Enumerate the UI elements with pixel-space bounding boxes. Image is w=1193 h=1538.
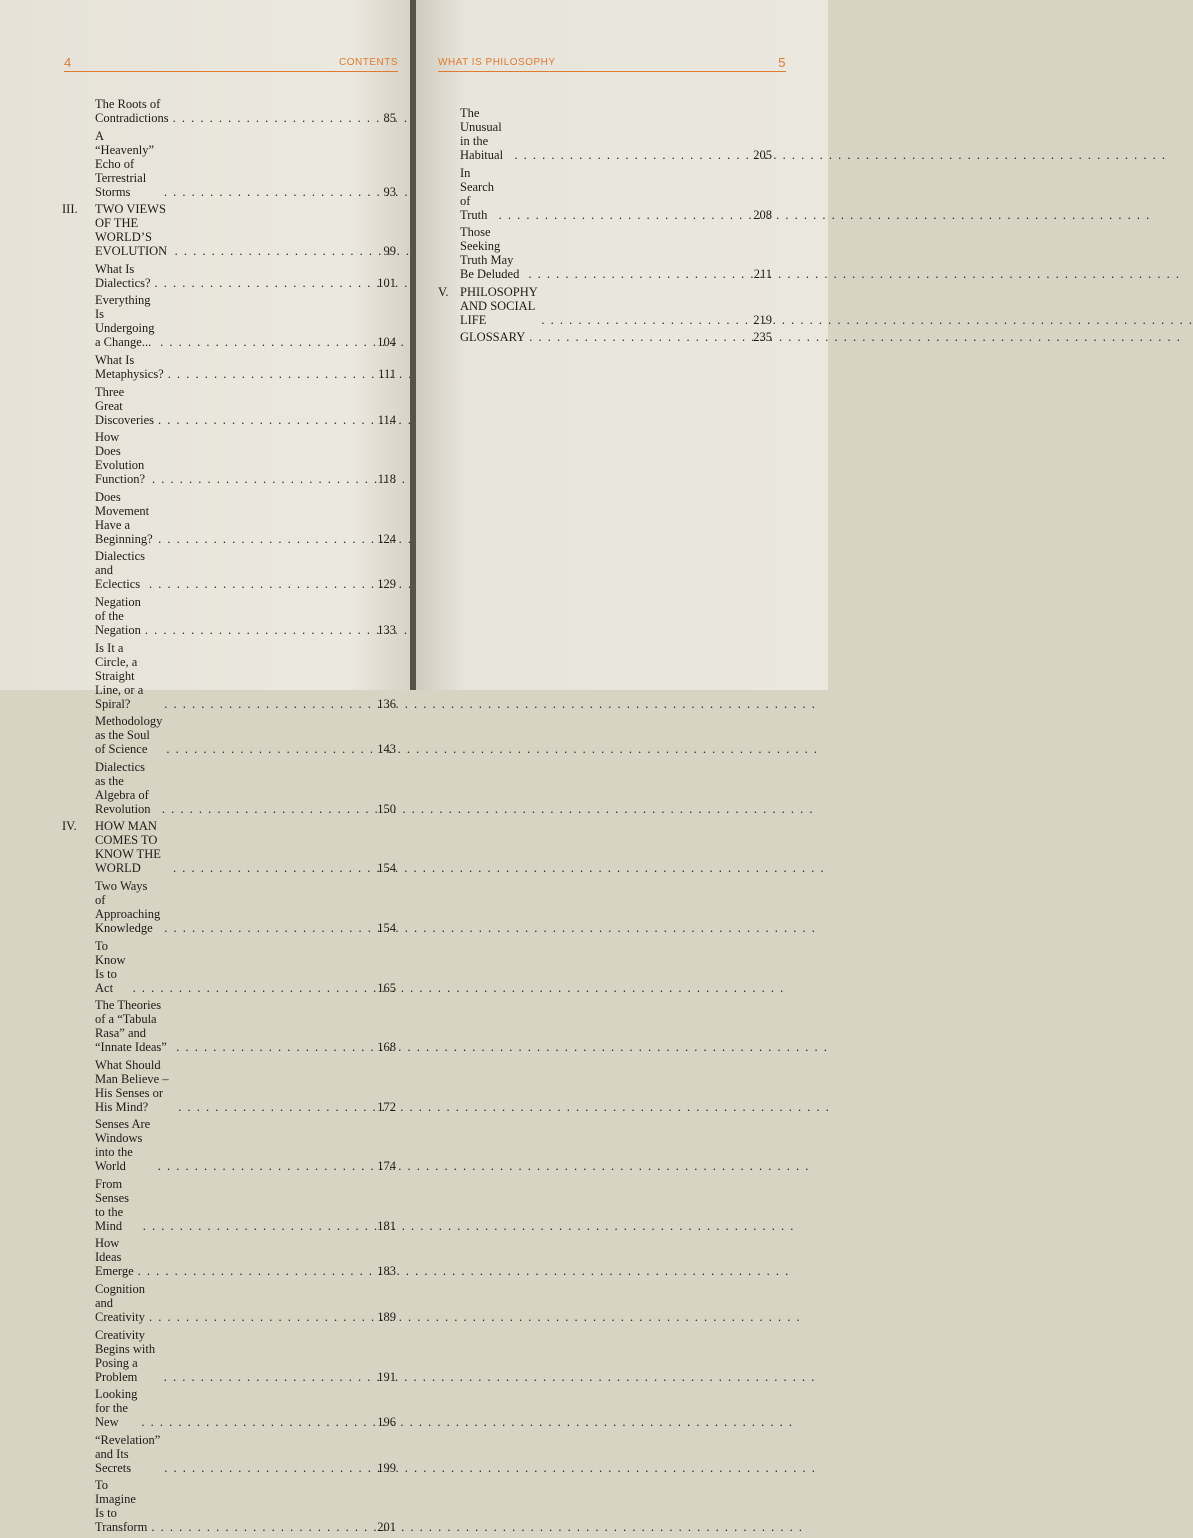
- toc-entry-row: [438, 166, 772, 222]
- toc-entry: [62, 760, 396, 816]
- toc-entry-title: How Ideas Emerge: [95, 1236, 134, 1279]
- toc-entry: [62, 1282, 396, 1324]
- toc-entry-page: 101: [377, 275, 396, 290]
- dot-leader: [174, 1100, 370, 1114]
- dot-leader: [156, 335, 370, 349]
- toc-entry-page: 168: [377, 1040, 396, 1055]
- toc-entry-page: 235: [753, 330, 772, 345]
- toc-entry-page: 219: [753, 312, 772, 327]
- toc-entry-page: 208: [753, 207, 772, 222]
- toc-entry: [62, 293, 396, 349]
- toc-entry-page: 124: [377, 531, 396, 546]
- toc-entry: [62, 1433, 396, 1475]
- toc-entry-title: Looking for the New: [95, 1387, 138, 1430]
- dot-leader: [160, 921, 370, 935]
- toc-entry-row: [438, 106, 772, 162]
- toc-entry-row: [62, 819, 396, 875]
- toc-entry: [62, 385, 396, 427]
- toc-entry-title: Those Seeking Truth May Be Deluded: [460, 225, 520, 282]
- toc-chapter-entry: [438, 330, 772, 344]
- left-page: [0, 0, 412, 1535]
- toc-entry: [438, 166, 772, 222]
- left-page-number: 4: [64, 55, 72, 70]
- toc-entry-row: [62, 1177, 396, 1233]
- toc-entry-page: 143: [377, 742, 396, 757]
- dot-leader: [510, 148, 746, 162]
- toc-entry-row: [62, 293, 396, 349]
- toc-chapter-entry: [62, 819, 396, 875]
- toc-entry: [62, 1478, 396, 1534]
- toc-entry-row: [62, 879, 396, 935]
- toc-entry-row: [438, 285, 772, 327]
- toc-entry-row: [438, 225, 772, 281]
- dot-leader: [169, 111, 370, 125]
- toc-entry-row: [62, 1478, 396, 1534]
- toc-entry: [62, 939, 396, 995]
- dot-leader: [160, 1370, 370, 1384]
- chapter-number: IV.: [62, 819, 77, 834]
- toc-entry: [62, 1117, 396, 1173]
- toc-entry-title: Cognition and Creativity: [95, 1282, 146, 1325]
- toc-entry: [62, 879, 396, 935]
- toc-entry-page: 93: [383, 184, 396, 199]
- toc-entry-title: Negation of the Negation: [95, 594, 141, 637]
- toc-entry-title: The Roots of Contradictions: [95, 97, 169, 125]
- dot-leader: [525, 330, 746, 344]
- dot-leader: [154, 532, 370, 546]
- dot-leader: [160, 1461, 370, 1475]
- dot-leader: [169, 861, 370, 875]
- right-page: [416, 0, 828, 690]
- toc-entry-page: 183: [377, 1264, 396, 1279]
- toc-entry-row: [62, 129, 396, 199]
- dot-leader: [145, 1310, 370, 1324]
- toc-entry: [62, 595, 396, 637]
- toc-entry-page: 99: [383, 244, 396, 259]
- dot-leader: [162, 742, 370, 756]
- dot-leader: [160, 697, 370, 711]
- toc-entry-title: What Is Metaphysics?: [95, 352, 164, 381]
- right-running-head: [438, 53, 786, 72]
- toc-entry: [62, 1236, 396, 1278]
- dot-leader: [141, 623, 370, 637]
- toc-entry-title: What Should Man Believe – His Senses or His Mind?: [95, 1057, 169, 1114]
- toc-entry-page: 104: [377, 335, 396, 350]
- toc-entry-title: GLOSSARY: [460, 330, 526, 345]
- right-toc-list: [438, 106, 772, 348]
- left-toc-list: [62, 97, 396, 1538]
- toc-entry: [62, 641, 396, 711]
- dot-leader: [524, 267, 746, 281]
- toc-entry-row: [62, 641, 396, 711]
- toc-entry-title: A “Heavenly” Echo of Terrestrial Storms: [95, 128, 154, 199]
- toc-entry-title: Dialectics as the Algebra of Revolution: [95, 759, 151, 816]
- toc-entry-page: 111: [378, 366, 396, 381]
- toc-entry: [62, 998, 396, 1054]
- toc-entry-row: [62, 1387, 396, 1429]
- toc-entry-page: 150: [377, 801, 396, 816]
- toc-entry-title: Methodology as the Soul of Science: [95, 714, 163, 757]
- toc-entry-title: Three Great Discoveries: [95, 384, 155, 427]
- toc-entry-row: [62, 1117, 396, 1173]
- toc-entry-row: [62, 714, 396, 756]
- toc-entry: [62, 430, 396, 486]
- toc-entry-title: The Unusual in the Habitual: [460, 106, 504, 162]
- toc-entry-title: TWO VIEWS OF THE WORLD’S EVOLUTION: [95, 202, 168, 259]
- chapter-number: III.: [62, 202, 78, 217]
- toc-entry-page: 114: [377, 412, 396, 427]
- toc-entry: [438, 225, 772, 281]
- toc-entry-page: 181: [377, 1218, 396, 1233]
- toc-entry-page: 154: [377, 861, 396, 876]
- dot-leader: [147, 1520, 370, 1534]
- toc-entry-title: From Senses to the Mind: [95, 1176, 130, 1233]
- toc-entry-title: PHILOSOPHY AND SOCIAL LIFE: [460, 284, 538, 327]
- dot-leader: [151, 276, 370, 290]
- toc-entry: [62, 1058, 396, 1114]
- right-running-title: WHAT IS PHILOSOPHY: [438, 57, 556, 68]
- toc-entry-row: [62, 998, 396, 1054]
- toc-entry-page: 172: [377, 1099, 396, 1114]
- toc-entry-title: Two Ways of Approaching Knowledge: [95, 878, 161, 935]
- toc-entry-page: 133: [377, 622, 396, 637]
- dot-leader: [154, 413, 370, 427]
- dot-leader: [148, 472, 370, 486]
- toc-entry-title: Dialectics and Eclectics: [95, 549, 145, 592]
- toc-entry-row: [62, 1433, 396, 1475]
- dot-leader: [537, 313, 746, 327]
- toc-entry-page: 199: [377, 1460, 396, 1475]
- dot-leader: [137, 1415, 370, 1429]
- toc-entry-row: [62, 97, 396, 125]
- left-running-title: CONTENTS: [339, 57, 398, 68]
- toc-entry-row: [438, 330, 772, 344]
- toc-entry-title: Is It a Circle, a Straight Line, or a Spiral?: [95, 640, 144, 711]
- toc-entry: [62, 129, 396, 199]
- toc-entry-page: 211: [753, 267, 772, 282]
- toc-entry-row: [62, 490, 396, 546]
- toc-entry-row: [62, 1058, 396, 1114]
- right-page-number: 5: [778, 55, 786, 70]
- toc-entry-page: 154: [377, 920, 396, 935]
- toc-entry-row: [62, 595, 396, 637]
- left-running-head: [64, 53, 398, 72]
- toc-entry-row: [62, 939, 396, 995]
- toc-entry-title: In Search of Truth: [460, 165, 495, 222]
- toc-entry: [62, 1387, 396, 1429]
- toc-entry-title: Everything Is Undergoing a Change...: [95, 293, 155, 350]
- toc-chapter-entry: [438, 285, 772, 327]
- toc-entry-title: To Know Is to Act: [95, 938, 126, 995]
- toc-entry-row: [62, 262, 396, 290]
- chapter-number: V.: [438, 284, 449, 299]
- toc-entry: [62, 490, 396, 546]
- dot-leader: [160, 185, 370, 199]
- toc-entry-title: How Does Evolution Function?: [95, 430, 145, 487]
- toc-entry: [62, 97, 396, 125]
- toc-entry-title: Senses Are Windows into the World: [95, 1117, 151, 1174]
- toc-entry-title: Does Movement Have a Beginning?: [95, 489, 153, 546]
- dot-leader: [495, 208, 746, 222]
- toc-entry: [62, 262, 396, 290]
- toc-entry-title: The Theories of a “Tabula Rasa” and “Innate Ideas”: [95, 998, 167, 1055]
- toc-entry: [62, 1328, 396, 1384]
- toc-entry-title: “Revelation” and Its Secrets: [95, 1432, 161, 1475]
- toc-entry-page: 191: [377, 1369, 396, 1384]
- dot-leader: [145, 577, 370, 591]
- dot-leader: [154, 1159, 370, 1173]
- toc-entry-page: 205: [753, 148, 772, 162]
- toc-entry-page: 196: [377, 1415, 396, 1430]
- toc-entry-row: [62, 1236, 396, 1278]
- toc-entry: [62, 1177, 396, 1233]
- toc-entry-row: [62, 202, 396, 258]
- toc-chapter-entry: [62, 202, 396, 258]
- dot-leader: [134, 1264, 370, 1278]
- toc-entry-page: 136: [377, 696, 396, 711]
- toc-entry: [438, 106, 772, 162]
- toc-entry-row: [62, 353, 396, 381]
- toc-entry-title: What Is Dialectics?: [95, 261, 151, 290]
- toc-entry-title: Creativity Begins with Posing a Problem: [95, 1327, 156, 1384]
- toc-entry-row: [62, 760, 396, 816]
- toc-entry-page: 174: [377, 1159, 396, 1174]
- toc-entry: [62, 714, 396, 756]
- toc-entry-row: [62, 385, 396, 427]
- toc-entry-title: HOW MAN COMES TO KNOW THE WORLD: [95, 819, 161, 876]
- toc-entry: [62, 549, 396, 591]
- dot-leader: [172, 1040, 370, 1054]
- toc-entry: [62, 353, 396, 381]
- toc-entry-row: [62, 1282, 396, 1324]
- dot-leader: [171, 244, 370, 258]
- toc-entry-row: [62, 430, 396, 486]
- toc-entry-title: To Imagine Is to Transform: [95, 1478, 148, 1535]
- toc-entry-row: [62, 1328, 396, 1384]
- toc-entry-row: [62, 549, 396, 591]
- dot-leader: [164, 367, 370, 381]
- toc-entry-page: 189: [377, 1310, 396, 1325]
- dot-leader: [139, 1219, 370, 1233]
- toc-entry-page: 201: [377, 1520, 396, 1535]
- dot-leader: [158, 802, 370, 816]
- dot-leader: [129, 981, 370, 995]
- toc-entry-page: 85: [383, 111, 396, 125]
- toc-entry-page: 118: [377, 472, 396, 487]
- toc-entry-page: 129: [377, 577, 396, 592]
- toc-entry-page: 165: [377, 980, 396, 995]
